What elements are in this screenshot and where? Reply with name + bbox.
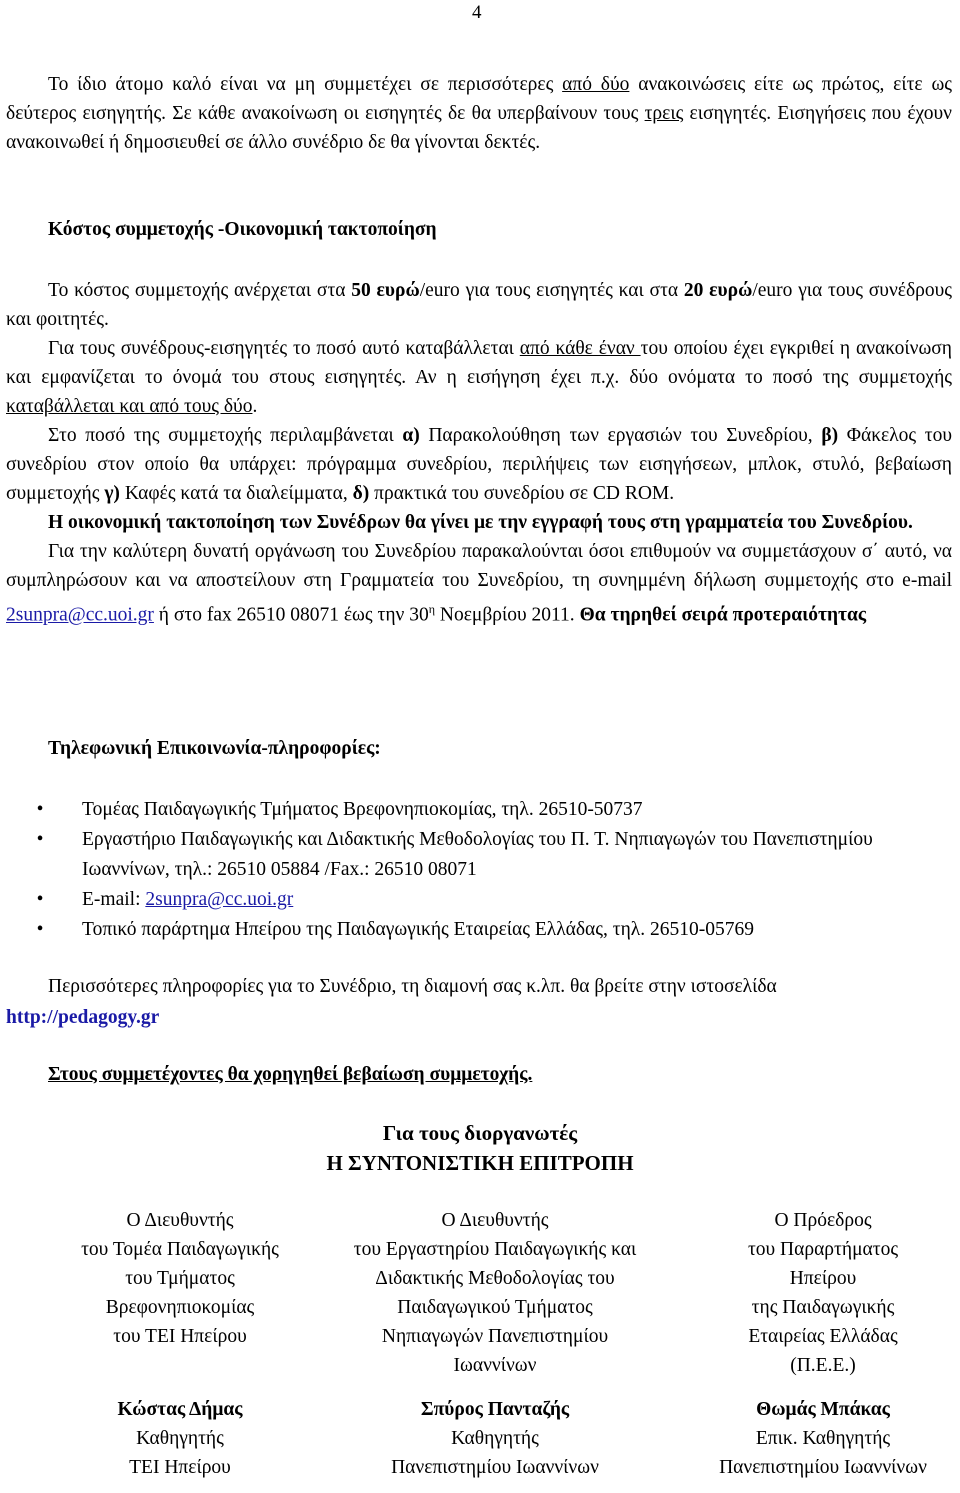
signatory-column-1: Ο Διευθυντής του Τομέα Παιδαγωγικής του Τμήματος Βρεφονηπιοκομίας του ΤΕΙ Ηπείρου Κώστας Δήμας Καθηγητής ΤΕΙ Ηπείρου: [40, 1206, 320, 1482]
intro-underlined: τρεις: [644, 103, 684, 124]
bullet-icon: •: [36, 919, 44, 940]
cost-paragraph: Το κόστος συμμετοχής ανέρχεται στα 50 ευρώ/euro για τους εισηγητές και στα 20 ευρώ/euro για τους συνέδρους και φοιτητές.: [6, 280, 953, 330]
cost-heading: Κόστος συμμετοχής -Οικονομική τακτοποίηση: [48, 219, 437, 240]
cost-section: [6, 276, 952, 630]
email-link[interactable]: 2sunpra@cc.uoi.gr: [6, 604, 154, 626]
intro-paragraph: [6, 70, 952, 157]
email-link[interactable]: 2sunpra@cc.uoi.gr: [145, 889, 294, 910]
bullet-icon: •: [36, 889, 44, 910]
payment-paragraph: Για τους συνέδρους-εισηγητές το ποσό αυτό καταβάλλεται από κάθε έναν του οποίου έχει εγκριθεί η ανακοίνωση και εμφανίζεται το όνομά του στους εισηγητές. Αν η εισήγηση έχει π.χ. δύο ονόματα το ποσό της συμμετοχής καταβάλλεται και από τους δύο.: [6, 338, 952, 417]
signatory-column-2: Ο Διευθυντής του Εργαστηρίου Παιδαγωγικής και Διδακτικής Μεθοδολογίας του Παιδαγωγικού Τμήματος Νηπιαγωγών Πανεπιστημίου Ιωαννίνων Σπύρος Πανταζής Καθηγητής Πανεπιστημίου Ιωαννίνων: [330, 1206, 660, 1482]
intro-text: Το ίδιο άτομο καλό είναι να μη συμμετέχει σε περισσότερες: [48, 74, 563, 95]
signatory-name: Σπύρος Πανταζής: [420, 1399, 570, 1420]
registration-note: Η οικονομική τακτοποίηση των Συνέδρων θα γίνει με την εγγραφή τους στη γραμματεία του Συνεδρίου.: [48, 512, 913, 533]
signatory-institution: Πανεπιστημίου Ιωαννίνων: [719, 1457, 927, 1478]
list-item: • Εργαστήριο Παιδαγωγικής και Διδακτικής Μεθοδολογίας του Π. Τ. Νηπιαγωγών του Πανεπιστημίου Ιωαννίνων, τηλ.: 26510 05884 /Fax.: 26510 08071: [30, 825, 950, 885]
list-item: • Τοπικό παράρτημα Ηπείρου της Παιδαγωγικής Εταιρείας Ελλάδας, τηλ. 26510-05769: [30, 915, 950, 945]
list-item: • E-mail: 2sunpra@cc.uoi.gr: [30, 885, 950, 915]
organizers-line: Για τους διοργανωτές: [382, 1121, 578, 1145]
contact-list: [30, 795, 950, 945]
signatory-title: Καθηγητής: [136, 1428, 224, 1449]
intro-underlined: από δύο: [562, 74, 630, 95]
intro-text: εισηγητές. Εισηγήσεις που έχουν ανακοινωθεί ή δημοσιευθεί σε άλλο συνέδριο δε θα γίνονται δεκτές.: [6, 103, 952, 153]
signatory-title: Επικ. Καθηγητής: [755, 1428, 891, 1449]
signatory-name: Κώστας Δήμας: [117, 1399, 243, 1420]
signatory-title: Καθηγητής: [451, 1428, 539, 1449]
list-item: • Τομέας Παιδαγωγικής Τμήματος Βρεφονηπιοκομίας, τηλ. 26510-50737: [30, 795, 950, 825]
committee-title: Η ΣΥΝΤΟΝΙΣΤΙΚΗ ΕΠΙΤΡΟΠΗ: [326, 1151, 634, 1175]
contact-heading: Τηλεφωνική Επικοινωνία-πληροφορίες:: [48, 738, 381, 759]
certificate-note: Στους συμμετέχοντες θα χορηγηθεί βεβαίωση συμμετοχής.: [48, 1064, 533, 1085]
signatory-name: Θωμάς Μπάκας: [756, 1399, 890, 1420]
signatory-institution: ΤΕΙ Ηπείρου: [129, 1457, 231, 1478]
more-info-text: Περισσότερες πληροφορίες για το Συνέδριο, τη διαμονή σας κ.λπ. θα βρείτε στην ιστοσελίδα: [48, 976, 777, 997]
bullet-icon: •: [36, 829, 44, 850]
signatory-institution: Πανεπιστημίου Ιωαννίνων: [391, 1457, 599, 1478]
registration-paragraph: Για την καλύτερη δυνατή οργάνωση του Συνεδρίου παρακαλούνται όσοι επιθυμούν να συμμετάσχουν σ΄ αυτό, να συμπληρώσουν και να αποστείλουν στη Γραμματεία του Συνεδρίου, τη συνημμένη δήλωση συμμετοχής στο e-mail 2sunpra@cc.uoi.gr ή στο fax 26510 08071 έως την $30^\eta$ Νοεμβρίου 2011. Θα τηρηθεί σειρά προτεραιότητας: [6, 541, 952, 626]
intro-text: ανακοινώσεις είτε ως πρώτος, είτε ως δεύτερος εισηγητής. Σε κάθε ανακοίνωση οι εισηγητές δε θα υπερβαίνουν τους: [6, 74, 953, 124]
website-link[interactable]: http://pedagogy.gr: [6, 1007, 160, 1028]
page-number: 4: [472, 2, 482, 23]
signatory-column-3: Ο Πρόεδρος του Παραρτήματος Ηπείρου της Παιδαγωγικής Εταιρείας Ελλάδας (Π.Ε.Ε.) Θωμάς Μπάκας Επικ. Καθηγητής Πανεπιστημίου Ιωαννίνων: [690, 1206, 956, 1482]
bullet-icon: •: [36, 799, 44, 820]
includes-paragraph: Στο ποσό της συμμετοχής περιλαμβάνεται α) Παρακολούθηση των εργασιών του Συνεδρίου, β) Φάκελος του συνεδρίου στον οποίο θα υπάρχει: πρόγραμμα συνεδρίου, περιλήψεις των εισηγήσεων, μπλοκ, στυλό, βεβαίωση συμμετοχής γ) Καφές κατά τα διαλείμματα, δ) πρακτικά του συνεδρίου σε CD ROM.: [6, 425, 952, 504]
